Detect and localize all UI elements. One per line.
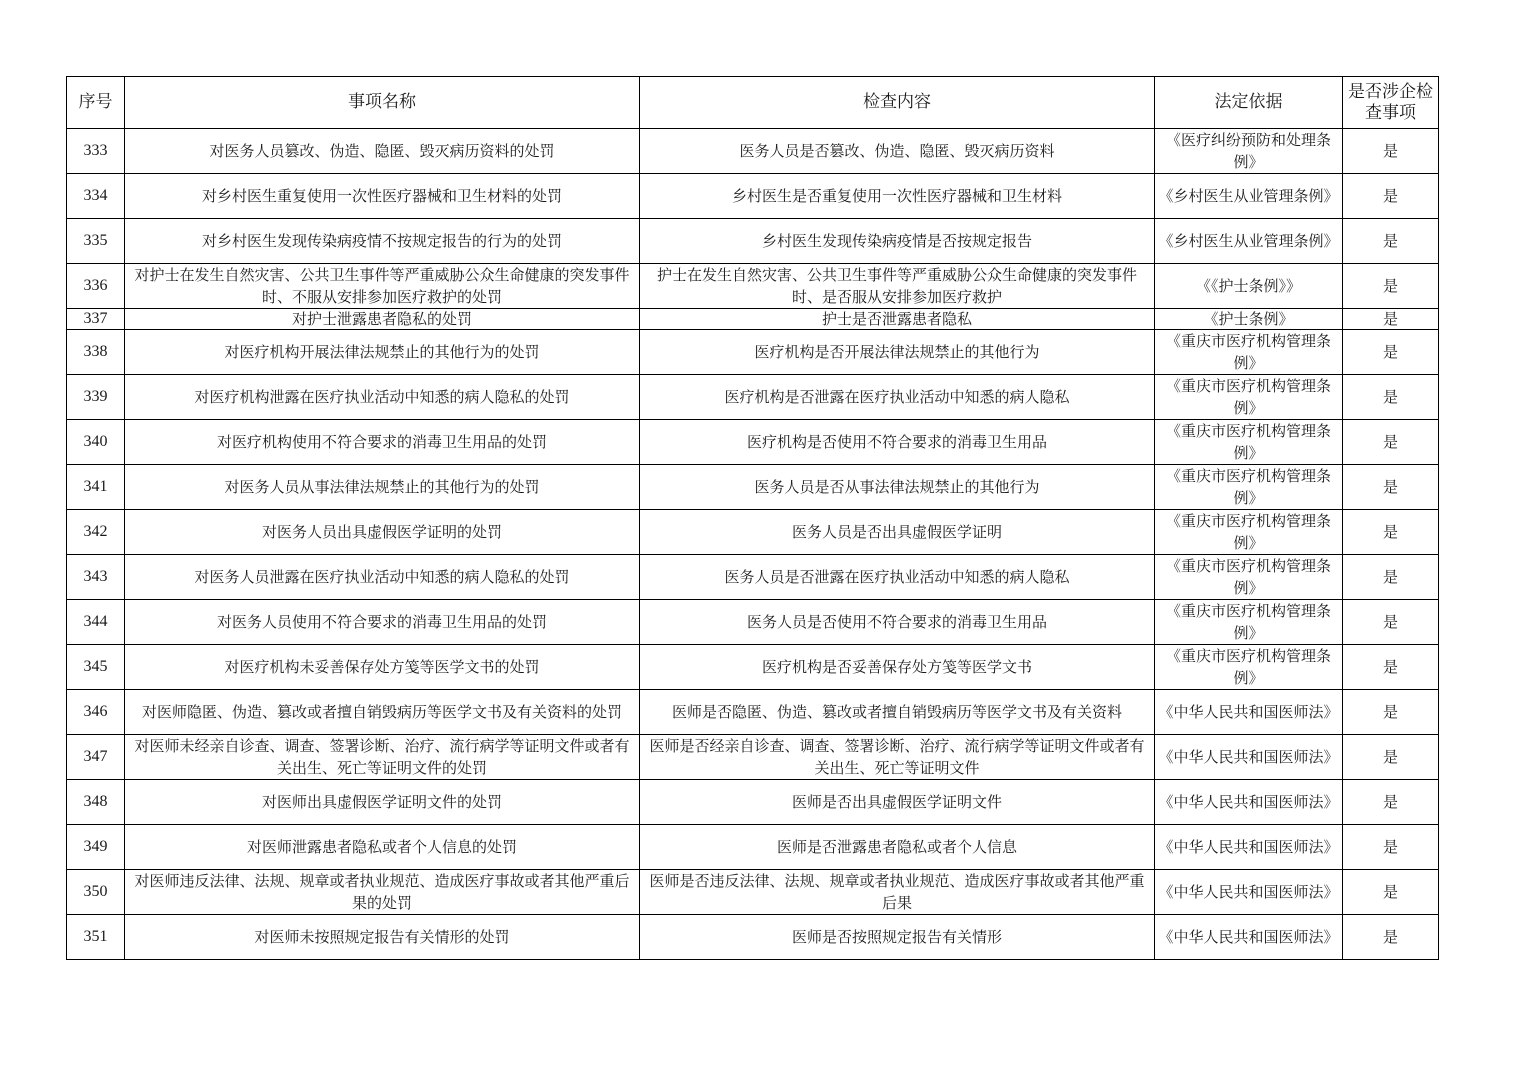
table-row (67, 915, 1439, 960)
table-row (67, 600, 1439, 645)
cell-enterprise-related: 是 (1343, 915, 1439, 960)
cell-enterprise-related: 是 (1343, 870, 1439, 915)
cell-item-name: 对乡村医生发现传染病疫情不按规定报告的行为的处罚 (125, 219, 640, 264)
cell-legal-basis: 《重庆市医疗机构管理条例》 (1155, 420, 1343, 465)
cell-legal-basis: 《中华人民共和国医师法》 (1155, 690, 1343, 735)
header-item-name: 事项名称 (125, 77, 640, 129)
cell-item-name: 对医师隐匿、伪造、篡改或者擅自销毁病历等医学文书及有关资料的处罚 (125, 690, 640, 735)
cell-item-name: 对医疗机构使用不符合要求的消毒卫生用品的处罚 (125, 420, 640, 465)
table-header-row (67, 77, 1439, 129)
cell-index: 347 (67, 735, 125, 780)
cell-index: 341 (67, 465, 125, 510)
cell-inspection-content: 医师是否泄露患者隐私或者个人信息 (640, 825, 1155, 870)
table-row (67, 420, 1439, 465)
cell-item-name: 对医师未经亲自诊查、调查、签署诊断、治疗、流行病学等证明文件或者有关出生、死亡等证明文件的处罚 (125, 735, 640, 780)
cell-legal-basis: 《重庆市医疗机构管理条例》 (1155, 600, 1343, 645)
table-row (67, 375, 1439, 420)
cell-index: 342 (67, 510, 125, 555)
header-inspection-content: 检查内容 (640, 77, 1155, 129)
cell-enterprise-related: 是 (1343, 420, 1439, 465)
cell-enterprise-related: 是 (1343, 309, 1439, 330)
cell-legal-basis: 《中华人民共和国医师法》 (1155, 780, 1343, 825)
cell-item-name: 对医师违反法律、法规、规章或者执业规范、造成医疗事故或者其他严重后果的处罚 (125, 870, 640, 915)
cell-item-name: 对医师泄露患者隐私或者个人信息的处罚 (125, 825, 640, 870)
cell-item-name: 对医疗机构开展法律法规禁止的其他行为的处罚 (125, 330, 640, 375)
table-row (67, 510, 1439, 555)
cell-inspection-content: 医疗机构是否使用不符合要求的消毒卫生用品 (640, 420, 1155, 465)
cell-legal-basis: 《中华人民共和国医师法》 (1155, 915, 1343, 960)
cell-item-name: 对医疗机构泄露在医疗执业活动中知悉的病人隐私的处罚 (125, 375, 640, 420)
cell-index: 348 (67, 780, 125, 825)
cell-index: 344 (67, 600, 125, 645)
cell-inspection-content: 医师是否按照规定报告有关情形 (640, 915, 1155, 960)
table-row (67, 465, 1439, 510)
table-row (67, 129, 1439, 174)
cell-legal-basis: 《中华人民共和国医师法》 (1155, 870, 1343, 915)
cell-item-name: 对乡村医生重复使用一次性医疗器械和卫生材料的处罚 (125, 174, 640, 219)
cell-inspection-content: 医疗机构是否泄露在医疗执业活动中知悉的病人隐私 (640, 375, 1155, 420)
cell-index: 339 (67, 375, 125, 420)
cell-enterprise-related: 是 (1343, 174, 1439, 219)
table-row (67, 264, 1439, 309)
header-index: 序号 (67, 77, 125, 129)
cell-legal-basis: 《重庆市医疗机构管理条例》 (1155, 555, 1343, 600)
cell-item-name: 对医师出具虚假医学证明文件的处罚 (125, 780, 640, 825)
cell-index: 343 (67, 555, 125, 600)
cell-inspection-content: 乡村医生发现传染病疫情是否按规定报告 (640, 219, 1155, 264)
cell-legal-basis: 《乡村医生从业管理条例》 (1155, 174, 1343, 219)
table-row (67, 555, 1439, 600)
cell-enterprise-related: 是 (1343, 780, 1439, 825)
cell-inspection-content: 医师是否违反法律、法规、规章或者执业规范、造成医疗事故或者其他严重后果 (640, 870, 1155, 915)
header-legal-basis: 法定依据 (1155, 77, 1343, 129)
cell-legal-basis: 《重庆市医疗机构管理条例》 (1155, 645, 1343, 690)
cell-enterprise-related: 是 (1343, 735, 1439, 780)
cell-enterprise-related: 是 (1343, 219, 1439, 264)
cell-index: 346 (67, 690, 125, 735)
table-row (67, 330, 1439, 375)
cell-item-name: 对护士在发生自然灾害、公共卫生事件等严重威胁公众生命健康的突发事件时、不服从安排参加医疗救护的处罚 (125, 264, 640, 309)
cell-legal-basis: 《重庆市医疗机构管理条例》 (1155, 330, 1343, 375)
cell-enterprise-related: 是 (1343, 825, 1439, 870)
cell-inspection-content: 医务人员是否泄露在医疗执业活动中知悉的病人隐私 (640, 555, 1155, 600)
cell-index: 345 (67, 645, 125, 690)
cell-index: 337 (67, 309, 125, 330)
cell-enterprise-related: 是 (1343, 264, 1439, 309)
cell-enterprise-related: 是 (1343, 645, 1439, 690)
cell-inspection-content: 护士在发生自然灾害、公共卫生事件等严重威胁公众生命健康的突发事件时、是否服从安排参加医疗救护 (640, 264, 1155, 309)
table-row (67, 825, 1439, 870)
cell-inspection-content: 医务人员是否出具虚假医学证明 (640, 510, 1155, 555)
cell-inspection-content: 乡村医生是否重复使用一次性医疗器械和卫生材料 (640, 174, 1155, 219)
cell-item-name: 对医务人员从事法律法规禁止的其他行为的处罚 (125, 465, 640, 510)
cell-enterprise-related: 是 (1343, 510, 1439, 555)
cell-inspection-content: 医疗机构是否开展法律法规禁止的其他行为 (640, 330, 1155, 375)
cell-index: 333 (67, 129, 125, 174)
cell-inspection-content: 医师是否出具虚假医学证明文件 (640, 780, 1155, 825)
cell-legal-basis: 《医疗纠纷预防和处理条例》 (1155, 129, 1343, 174)
cell-index: 349 (67, 825, 125, 870)
cell-enterprise-related: 是 (1343, 129, 1439, 174)
cell-legal-basis: 《中华人民共和国医师法》 (1155, 825, 1343, 870)
cell-inspection-content: 医师是否经亲自诊查、调查、签署诊断、治疗、流行病学等证明文件或者有关出生、死亡等证明文件 (640, 735, 1155, 780)
table-row (67, 309, 1439, 330)
cell-inspection-content: 医师是否隐匿、伪造、篡改或者擅自销毁病历等医学文书及有关资料 (640, 690, 1155, 735)
table-row (67, 780, 1439, 825)
cell-item-name: 对医务人员使用不符合要求的消毒卫生用品的处罚 (125, 600, 640, 645)
cell-index: 338 (67, 330, 125, 375)
table-row (67, 735, 1439, 780)
cell-index: 350 (67, 870, 125, 915)
cell-enterprise-related: 是 (1343, 330, 1439, 375)
cell-legal-basis: 《乡村医生从业管理条例》 (1155, 219, 1343, 264)
table-row (67, 870, 1439, 915)
cell-legal-basis: 《重庆市医疗机构管理条例》 (1155, 465, 1343, 510)
inspection-items-table (66, 76, 1439, 960)
table-row (67, 645, 1439, 690)
cell-legal-basis: 《《护士条例》》 (1155, 264, 1343, 309)
cell-legal-basis: 《护士条例》 (1155, 309, 1343, 330)
table-row (67, 690, 1439, 735)
cell-item-name: 对医务人员出具虚假医学证明的处罚 (125, 510, 640, 555)
cell-enterprise-related: 是 (1343, 690, 1439, 735)
cell-index: 340 (67, 420, 125, 465)
cell-item-name: 对护士泄露患者隐私的处罚 (125, 309, 640, 330)
table-row (67, 174, 1439, 219)
cell-index: 336 (67, 264, 125, 309)
cell-enterprise-related: 是 (1343, 555, 1439, 600)
table-row (67, 219, 1439, 264)
cell-item-name: 对医务人员篡改、伪造、隐匿、毁灭病历资料的处罚 (125, 129, 640, 174)
cell-legal-basis: 《中华人民共和国医师法》 (1155, 735, 1343, 780)
cell-enterprise-related: 是 (1343, 375, 1439, 420)
header-enterprise-related: 是否涉企检查事项 (1343, 77, 1439, 129)
cell-inspection-content: 医务人员是否从事法律法规禁止的其他行为 (640, 465, 1155, 510)
cell-index: 335 (67, 219, 125, 264)
cell-inspection-content: 医务人员是否篡改、伪造、隐匿、毁灭病历资料 (640, 129, 1155, 174)
cell-item-name: 对医疗机构未妥善保存处方笺等医学文书的处罚 (125, 645, 640, 690)
cell-enterprise-related: 是 (1343, 600, 1439, 645)
cell-legal-basis: 《重庆市医疗机构管理条例》 (1155, 510, 1343, 555)
cell-index: 351 (67, 915, 125, 960)
cell-item-name: 对医师未按照规定报告有关情形的处罚 (125, 915, 640, 960)
cell-legal-basis: 《重庆市医疗机构管理条例》 (1155, 375, 1343, 420)
cell-item-name: 对医务人员泄露在医疗执业活动中知悉的病人隐私的处罚 (125, 555, 640, 600)
cell-inspection-content: 医务人员是否使用不符合要求的消毒卫生用品 (640, 600, 1155, 645)
cell-enterprise-related: 是 (1343, 465, 1439, 510)
cell-inspection-content: 护士是否泄露患者隐私 (640, 309, 1155, 330)
cell-index: 334 (67, 174, 125, 219)
cell-inspection-content: 医疗机构是否妥善保存处方笺等医学文书 (640, 645, 1155, 690)
